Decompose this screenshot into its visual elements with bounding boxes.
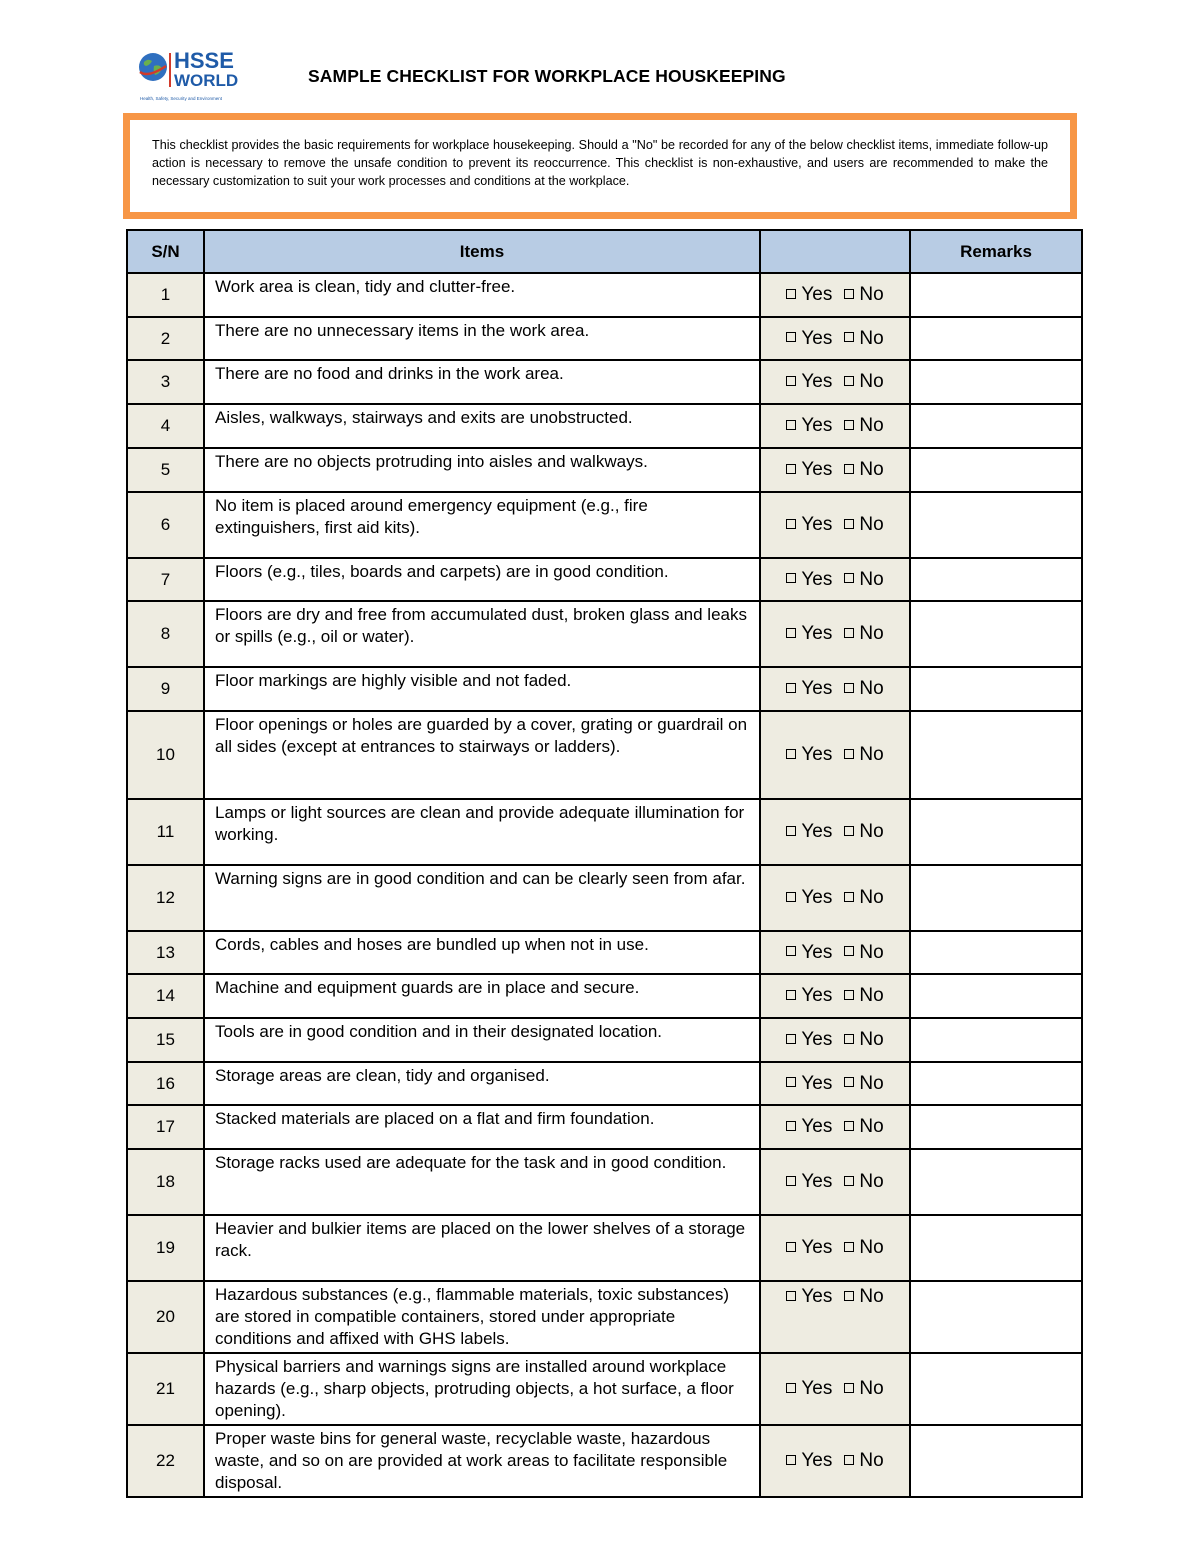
row-serial-number: 8 (127, 601, 204, 667)
yes-option[interactable] (786, 371, 832, 392)
yes-checkbox-icon[interactable] (786, 628, 796, 638)
row-remarks-cell[interactable] (910, 1425, 1082, 1497)
row-remarks-cell[interactable] (910, 1018, 1082, 1062)
no-option[interactable] (844, 623, 883, 644)
yes-label: Yes (801, 678, 833, 699)
table-row (127, 1062, 1082, 1105)
no-checkbox-icon[interactable] (844, 1077, 854, 1087)
no-option[interactable] (844, 821, 883, 842)
table-row (127, 448, 1082, 492)
row-serial-number: 2 (127, 317, 204, 360)
yes-checkbox-icon[interactable] (786, 826, 796, 836)
logo-text-hsse: HSSE (174, 48, 234, 73)
no-option[interactable] (844, 1286, 883, 1307)
row-item-text: Lamps or light sources are clean and provide adequate illumination for working. (204, 799, 760, 865)
row-remarks-cell[interactable] (910, 711, 1082, 799)
row-remarks-cell[interactable] (910, 799, 1082, 865)
row-serial-number: 9 (127, 667, 204, 711)
row-item-text: Heavier and bulkier items are placed on the lower shelves of a storage rack. (204, 1215, 760, 1281)
row-yes-no-options (760, 1215, 910, 1281)
yes-option[interactable] (786, 569, 832, 590)
row-serial-number: 10 (127, 711, 204, 799)
table-row (127, 1281, 1082, 1353)
table-row (127, 404, 1082, 448)
row-item-text: There are no food and drinks in the work area. (204, 360, 760, 404)
no-label: No (859, 514, 884, 535)
row-yes-no-options (760, 448, 910, 492)
no-option[interactable] (844, 942, 883, 963)
table-row (127, 1149, 1082, 1215)
header-sn: S/N (127, 230, 204, 273)
row-yes-no-options (760, 865, 910, 931)
row-yes-no-options (760, 601, 910, 667)
row-item-text: Physical barriers and warnings signs are installed around workplace hazards (e.g., sharp objects, protruding objects, a hot surface, a floor opening). (204, 1353, 760, 1425)
no-label: No (859, 941, 884, 963)
row-serial-number: 19 (127, 1215, 204, 1281)
row-remarks-cell[interactable] (910, 601, 1082, 667)
row-serial-number: 16 (127, 1062, 204, 1105)
row-yes-no-options (760, 1062, 910, 1105)
no-option[interactable] (844, 1029, 883, 1050)
row-yes-no-options (760, 711, 910, 799)
table-row (127, 1425, 1082, 1497)
no-label: No (859, 887, 884, 908)
yes-checkbox-icon[interactable] (786, 420, 796, 430)
yes-label: Yes (801, 415, 833, 436)
no-option[interactable] (844, 1450, 883, 1471)
yes-option[interactable] (786, 678, 832, 699)
row-item-text: Tools are in good condition and in their designated location. (204, 1018, 760, 1062)
yes-option[interactable] (786, 1073, 832, 1094)
row-remarks-cell[interactable] (910, 931, 1082, 974)
row-remarks-cell[interactable] (910, 667, 1082, 711)
row-item-text: Floor openings or holes are guarded by a cover, grating or guardrail on all sides (except at entrances to stairways or ladders). (204, 711, 760, 799)
row-item-text: No item is placed around emergency equipment (e.g., fire extinguishers, first aid kits). (204, 492, 760, 558)
row-serial-number: 4 (127, 404, 204, 448)
yes-checkbox-icon[interactable] (786, 683, 796, 693)
no-checkbox-icon[interactable] (844, 376, 854, 386)
no-checkbox-icon[interactable] (844, 573, 854, 583)
no-label: No (859, 568, 884, 590)
row-item-text: Floors are dry and free from accumulated dust, broken glass and leaks or spills (e.g., oil or water). (204, 601, 760, 667)
row-remarks-cell[interactable] (910, 1105, 1082, 1149)
no-label: No (859, 1286, 884, 1307)
no-checkbox-icon[interactable] (844, 420, 854, 430)
yes-checkbox-icon[interactable] (786, 332, 796, 342)
row-item-text: There are no unnecessary items in the work area. (204, 317, 760, 360)
no-option[interactable] (844, 1073, 883, 1094)
yes-label: Yes (801, 459, 833, 480)
yes-option[interactable] (786, 985, 832, 1006)
yes-checkbox-icon[interactable] (786, 749, 796, 759)
row-remarks-cell[interactable] (910, 404, 1082, 448)
table-row (127, 1215, 1082, 1281)
yes-option[interactable] (786, 1286, 832, 1307)
row-remarks-cell[interactable] (910, 273, 1082, 317)
row-remarks-cell[interactable] (910, 1215, 1082, 1281)
intro-note-text: This checklist provides the basic requirements for workplace housekeeping. Should a "No" be recorded for any of the below checklist items, immediate follow-up action is necessary to remove the unsafe condition to prevent its reoccurrence. This checklist is non-exhaustive, and users are recommended to make the necessary customization to suit your work processes and conditions at the workplace. (152, 138, 1048, 188)
header-items: Items (204, 230, 760, 273)
table-row (127, 974, 1082, 1018)
yes-option[interactable] (786, 1171, 832, 1192)
intro-note-box (123, 113, 1077, 219)
table-row (127, 931, 1082, 974)
row-item-text: Work area is clean, tidy and clutter-free. (204, 273, 760, 317)
row-yes-no-options (760, 404, 910, 448)
row-item-text: Warning signs are in good condition and can be clearly seen from afar. (204, 865, 760, 931)
yes-checkbox-icon[interactable] (786, 1455, 796, 1465)
yes-option[interactable] (786, 1116, 832, 1137)
yes-option[interactable] (786, 1450, 832, 1471)
no-checkbox-icon[interactable] (844, 683, 854, 693)
no-label: No (859, 459, 884, 480)
yes-checkbox-icon[interactable] (786, 573, 796, 583)
row-yes-no-options (760, 1149, 910, 1215)
row-serial-number: 22 (127, 1425, 204, 1497)
yes-label: Yes (801, 284, 833, 305)
row-serial-number: 3 (127, 360, 204, 404)
no-checkbox-icon[interactable] (844, 628, 854, 638)
no-option[interactable] (844, 1116, 883, 1137)
row-item-text: There are no objects protruding into aisles and walkways. (204, 448, 760, 492)
row-yes-no-options (760, 1281, 910, 1353)
row-item-text: Stacked materials are placed on a flat and firm foundation. (204, 1105, 760, 1149)
row-serial-number: 17 (127, 1105, 204, 1149)
yes-label: Yes (801, 941, 833, 963)
row-serial-number: 15 (127, 1018, 204, 1062)
row-serial-number: 11 (127, 799, 204, 865)
yes-checkbox-icon[interactable] (786, 519, 796, 529)
table-row (127, 492, 1082, 558)
page-title: SAMPLE CHECKLIST FOR WORKPLACE HOUSKEEPING (308, 66, 786, 86)
yes-checkbox-icon[interactable] (786, 1242, 796, 1252)
row-item-text: Proper waste bins for general waste, recyclable waste, hazardous waste, and so on are provided at work areas to facilitate responsible disposal. (204, 1425, 760, 1497)
yes-label: Yes (801, 623, 833, 644)
row-item-text: Storage areas are clean, tidy and organised. (204, 1062, 760, 1105)
row-remarks-cell[interactable] (910, 974, 1082, 1018)
row-yes-no-options (760, 558, 910, 601)
yes-label: Yes (801, 371, 833, 392)
no-option[interactable] (844, 514, 883, 535)
no-option[interactable] (844, 415, 883, 436)
yes-label: Yes (801, 1286, 833, 1307)
yes-label: Yes (801, 1171, 833, 1192)
table-header-row (127, 230, 1082, 273)
yes-label: Yes (801, 568, 833, 590)
logo-tagline: Health, Safety, Security and Environment (140, 96, 222, 101)
yes-label: Yes (801, 1029, 833, 1050)
checklist-table (126, 229, 1083, 1498)
yes-checkbox-icon[interactable] (786, 1291, 796, 1301)
row-remarks-cell[interactable] (910, 1149, 1082, 1215)
no-label: No (859, 985, 884, 1006)
no-label: No (859, 1029, 884, 1050)
no-label: No (859, 1378, 884, 1399)
yes-checkbox-icon[interactable] (786, 1121, 796, 1131)
yes-label: Yes (801, 821, 833, 842)
yes-checkbox-icon[interactable] (786, 1077, 796, 1087)
hsse-world-logo (138, 50, 248, 104)
yes-checkbox-icon[interactable] (786, 464, 796, 474)
table-row (127, 1105, 1082, 1149)
table-row (127, 799, 1082, 865)
row-item-text: Aisles, walkways, stairways and exits are unobstructed. (204, 404, 760, 448)
yes-option[interactable] (786, 821, 832, 842)
row-item-text: Machine and equipment guards are in place and secure. (204, 974, 760, 1018)
no-option[interactable] (844, 985, 883, 1006)
no-checkbox-icon[interactable] (844, 1242, 854, 1252)
yes-option[interactable] (786, 623, 832, 644)
row-yes-no-options (760, 1353, 910, 1425)
yes-label: Yes (801, 887, 833, 908)
header-answer (760, 230, 910, 273)
no-checkbox-icon[interactable] (844, 1034, 854, 1044)
row-serial-number: 20 (127, 1281, 204, 1353)
yes-label: Yes (801, 1237, 833, 1258)
row-remarks-cell[interactable] (910, 1062, 1082, 1105)
no-checkbox-icon[interactable] (844, 519, 854, 529)
yes-option[interactable] (786, 1029, 832, 1050)
logo-divider (169, 53, 171, 87)
row-serial-number: 5 (127, 448, 204, 492)
table-row (127, 711, 1082, 799)
yes-option[interactable] (786, 459, 832, 480)
no-option[interactable] (844, 887, 883, 908)
no-option[interactable] (844, 569, 883, 590)
yes-option[interactable] (786, 1237, 832, 1258)
header-remarks: Remarks (910, 230, 1082, 273)
row-serial-number: 6 (127, 492, 204, 558)
row-yes-no-options (760, 1018, 910, 1062)
yes-checkbox-icon[interactable] (786, 1383, 796, 1393)
row-item-text: Storage racks used are adequate for the task and in good condition. (204, 1149, 760, 1215)
yes-option[interactable] (786, 328, 832, 349)
yes-option[interactable] (786, 744, 832, 765)
row-yes-no-options (760, 273, 910, 317)
row-serial-number: 12 (127, 865, 204, 931)
no-checkbox-icon[interactable] (844, 826, 854, 836)
row-serial-number: 18 (127, 1149, 204, 1215)
yes-label: Yes (801, 1450, 833, 1471)
no-checkbox-icon[interactable] (844, 749, 854, 759)
logo-text-world: WORLD (174, 71, 239, 90)
row-remarks-cell[interactable] (910, 1281, 1082, 1353)
no-option[interactable] (844, 371, 883, 392)
no-label: No (859, 1171, 884, 1192)
row-item-text: Floor markings are highly visible and not faded. (204, 667, 760, 711)
row-yes-no-options (760, 667, 910, 711)
row-yes-no-options (760, 1105, 910, 1149)
yes-checkbox-icon[interactable] (786, 376, 796, 386)
yes-checkbox-icon[interactable] (786, 946, 796, 956)
table-row (127, 865, 1082, 931)
yes-checkbox-icon[interactable] (786, 892, 796, 902)
no-option[interactable] (844, 678, 883, 699)
no-checkbox-icon[interactable] (844, 892, 854, 902)
row-yes-no-options (760, 317, 910, 360)
row-serial-number: 13 (127, 931, 204, 974)
row-remarks-cell[interactable] (910, 865, 1082, 931)
row-item-text: Cords, cables and hoses are bundled up when not in use. (204, 931, 760, 974)
table-row (127, 601, 1082, 667)
yes-checkbox-icon[interactable] (786, 1176, 796, 1186)
globe-icon (138, 52, 168, 82)
row-serial-number: 1 (127, 273, 204, 317)
no-option[interactable] (844, 744, 883, 765)
yes-option[interactable] (786, 942, 832, 963)
yes-label: Yes (801, 1072, 833, 1094)
no-checkbox-icon[interactable] (844, 1291, 854, 1301)
table-row (127, 667, 1082, 711)
row-serial-number: 14 (127, 974, 204, 1018)
yes-label: Yes (801, 744, 833, 765)
no-option[interactable] (844, 1378, 883, 1399)
yes-label: Yes (801, 985, 833, 1006)
row-remarks-cell[interactable] (910, 492, 1082, 558)
table-row (127, 1018, 1082, 1062)
row-serial-number: 7 (127, 558, 204, 601)
table-row (127, 558, 1082, 601)
no-label: No (859, 1116, 884, 1137)
row-item-text: Floors (e.g., tiles, boards and carpets) are in good condition. (204, 558, 760, 601)
no-checkbox-icon[interactable] (844, 1176, 854, 1186)
no-label: No (859, 623, 884, 644)
yes-option[interactable] (786, 415, 832, 436)
no-checkbox-icon[interactable] (844, 946, 854, 956)
no-label: No (859, 1072, 884, 1094)
yes-option[interactable] (786, 284, 832, 305)
no-label: No (859, 1450, 884, 1471)
no-checkbox-icon[interactable] (844, 990, 854, 1000)
no-label: No (859, 678, 884, 699)
no-checkbox-icon[interactable] (844, 289, 854, 299)
no-label: No (859, 821, 884, 842)
yes-option[interactable] (786, 514, 832, 535)
no-checkbox-icon[interactable] (844, 1383, 854, 1393)
no-checkbox-icon[interactable] (844, 464, 854, 474)
no-option[interactable] (844, 1237, 883, 1258)
row-remarks-cell[interactable] (910, 448, 1082, 492)
row-item-text: Hazardous substances (e.g., flammable materials, toxic substances) are stored in compatible containers, stored under appropriate conditions and affixed with GHS labels. (204, 1281, 760, 1353)
row-yes-no-options (760, 799, 910, 865)
row-yes-no-options (760, 974, 910, 1018)
no-label: No (859, 1237, 884, 1258)
no-checkbox-icon[interactable] (844, 1455, 854, 1465)
row-remarks-cell[interactable] (910, 1353, 1082, 1425)
no-checkbox-icon[interactable] (844, 1121, 854, 1131)
yes-option[interactable] (786, 887, 832, 908)
no-option[interactable] (844, 459, 883, 480)
yes-checkbox-icon[interactable] (786, 289, 796, 299)
no-label: No (859, 284, 884, 305)
yes-label: Yes (801, 327, 833, 349)
no-label: No (859, 327, 884, 349)
table-row (127, 273, 1082, 317)
row-yes-no-options (760, 360, 910, 404)
yes-checkbox-icon[interactable] (786, 1034, 796, 1044)
yes-label: Yes (801, 1116, 833, 1137)
no-label: No (859, 371, 884, 392)
no-option[interactable] (844, 328, 883, 349)
table-row (127, 360, 1082, 404)
row-yes-no-options (760, 1425, 910, 1497)
row-remarks-cell[interactable] (910, 360, 1082, 404)
row-yes-no-options (760, 492, 910, 558)
yes-option[interactable] (786, 1378, 832, 1399)
yes-label: Yes (801, 1378, 833, 1399)
yes-checkbox-icon[interactable] (786, 990, 796, 1000)
yes-label: Yes (801, 514, 833, 535)
row-serial-number: 21 (127, 1353, 204, 1425)
row-remarks-cell[interactable] (910, 558, 1082, 601)
row-yes-no-options (760, 931, 910, 974)
no-option[interactable] (844, 1171, 883, 1192)
no-label: No (859, 744, 884, 765)
no-label: No (859, 415, 884, 436)
row-remarks-cell[interactable] (910, 317, 1082, 360)
table-row (127, 317, 1082, 360)
table-row (127, 1353, 1082, 1425)
no-option[interactable] (844, 284, 883, 305)
no-checkbox-icon[interactable] (844, 332, 854, 342)
